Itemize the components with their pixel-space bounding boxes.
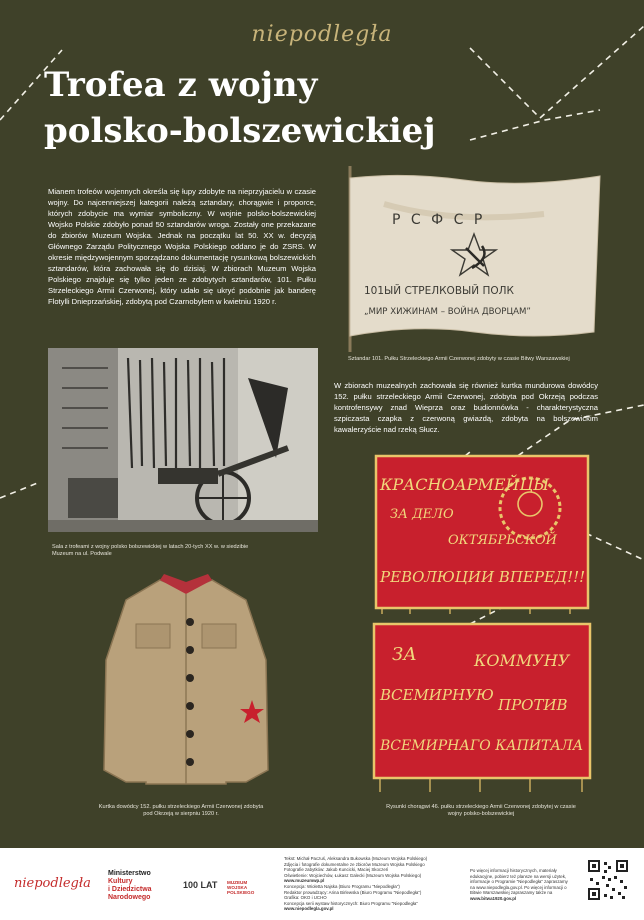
qr-code-icon[interactable] <box>586 858 630 902</box>
footer-brand-logo: niepodległa <box>14 876 91 891</box>
info-line: edukacyjne, pobierz też plansze na wersji użytek, <box>470 873 567 879</box>
ministry-line-1: Ministerstwo <box>108 870 151 877</box>
intro-paragraph: Mianem trofeów wojennych określa się łupy zdobyte na nieprzyjacielu w czasie wojny. Do najcenniejszej kategorii należą sztandary, chorągwie i proporce, których zdobycie ma wymiar symboliczny. W wojnie polsko-bolszewickiej Wojsko Polskie zdobyło ponad 50 sztandarów wroga. Zostały one przekazane do zbiorów Muzeum Wojska. Jednak na początku lat 50. XX w. decyzją Głównego Zarządu Politycznego Wojska Polskiego oddano je do ZSRS. W okresie międzywojennym sporządzano dokumentację rysunkową bolszewickich sztandarów, która zachowała się do dzisiaj. W zbiorach Muzeum Wojska Polskiego znajduje się tylko jeden ze zdobytych sztandarów, 101. Pułku Strzeleckiego Armii Czerwonej, który udało się ukryć podobnie jak banderę Flotylli Dnieprzańskiej, zdobytą pod Czarnobylem w kwietniu 1920 r. <box>48 187 316 306</box>
flag-101-motto: „МИР ХИЖИНАМ – ВОЙНА ДВОРЦАМ” <box>364 307 531 317</box>
credit-link[interactable]: www.muzeumwp.pl <box>284 878 325 884</box>
banner1-line-4: РЕВОЛЮЦИИ ВПЕРЕД!!! <box>380 568 586 586</box>
info-link[interactable]: www.bitwa1920.gov.pl <box>470 895 517 901</box>
info-line: Po więcej informacji historycznych, materiały <box>470 868 557 873</box>
museum-line-3: POLSKIEGO <box>227 890 255 896</box>
flag-101-regiment: 101ЫЙ СТРЕЛКОВЫЙ ПОЛК <box>364 285 514 297</box>
page-title <box>44 62 484 154</box>
credit-line: Zdjęcia i fotografie dokumentalne ze zbiorów Muzeum Wojska Polskiego <box>284 861 425 867</box>
flag-101-caption: Sztandar 101. Pułku Strzeleckiego Armii Czerwonej zdobyty w czasie Bitwy Warszawskiej <box>348 356 570 362</box>
credit-line: Tekst: Michał Paczuś, Aleksandra Bukowska (Muzeum Wojska Polskiego) <box>284 856 428 861</box>
credit-line: Oświetlenie: Wojciechów, Łukasz Galecki (Muzeum Wojska Polskiego) <box>284 872 422 878</box>
commander-jacket-photo <box>96 570 276 792</box>
ministry-line-2: Kultury <box>108 878 133 885</box>
trophy-hall-caption: Sala z trofeami z wojny polsko bolszewickiej w latach 20-tych XX w. w siedzibie Muzeum na ul. Podwale <box>52 544 249 558</box>
banner-caption: Rysunki chorągwi 46. pułku strzeleckiego Armii Czerwonej zdobytej w czasie wojny polsko-bolszewickiej <box>386 804 576 818</box>
jacket-caption: Kurtka dowódcy 152. pułku strzeleckiego Armii Czerwonej zdobyta pod Okrzeją w sierpniu 1920 r. <box>98 804 264 818</box>
second-paragraph: W zbiorach muzealnych zachowała się również kurtka mundurowa dowódcy 152. pułku strzeleckiego Armii Czerwonej, zdobyta pod Okrzeją podczas kontrofensywy znad Wieprza oraz budionnówka - charakterystyczna szpiczasta czapka z czerwoną gwiazdą, zdobyta na bolszewickim kawalerzyście nad rzeką Słucz. <box>334 381 598 434</box>
banner2-line-5: ВСЕМИРНАГО КАПИТАЛА <box>380 738 584 754</box>
credit-line: Fotografie zabytków: Jakub Kuncicki, Maciej Skoczeń <box>284 867 389 873</box>
credit-line: Koncepcja serii wystaw historycznych: Biuro Programu "Niepodległa" <box>284 900 418 906</box>
red-banner-46-back <box>370 620 594 796</box>
info-line: informacje o Programie "Niepodległa" zapraszamy <box>470 879 568 885</box>
footer-credits <box>284 856 454 912</box>
title-line-2: polsko-bolszewickiej <box>44 111 436 151</box>
ministry-line-3: i Dziedzictwa <box>108 886 152 893</box>
museum-line-2: WOJSKA <box>227 885 248 891</box>
flag-101-image <box>344 164 604 352</box>
ministry-line-4: Narodowego <box>108 894 151 901</box>
banner1-line-2: ЗА ДЕЛО <box>390 507 454 522</box>
credit-link[interactable]: www.niepodlegla.gov.pl <box>284 906 334 912</box>
museum-line-1: MUZEUM <box>227 880 248 885</box>
banner2-line-3: ВСЕМИРНУЮ <box>380 686 494 704</box>
centenary-logo: 100 LAT <box>183 880 218 890</box>
credit-line: Grafika: OKO i UCHO <box>284 895 327 901</box>
title-line-1: Trofea z wojny <box>44 65 318 105</box>
ministry-logo <box>108 870 152 902</box>
trophy-hall-photo <box>48 348 318 532</box>
red-banner-46-front <box>370 450 594 614</box>
brand-logo: niepodległa <box>251 22 393 47</box>
banner2-line-4: ПРОТИВ <box>498 696 568 714</box>
banner1-line-3: ОКТЯБРЬСКОЙ <box>448 533 557 548</box>
banner1-line-1: КРАСНОАРМЕЙЦЫ <box>380 475 550 494</box>
info-line: na www.niepodlegla.gov.pl. Po więcej informacji o <box>470 884 567 890</box>
credit-line: Redaktor prowadzący: Arina Birlewska (Biuro Programu "Niepodległa") <box>284 889 422 895</box>
footer-info <box>470 868 582 902</box>
info-line: Bitwie Warszawskiej zapraszamy także na <box>470 890 553 896</box>
banner2-line-1: ЗА <box>392 644 417 665</box>
banner2-line-2: КОММУНУ <box>474 651 570 670</box>
museum-logo <box>227 880 254 896</box>
flag-101-acronym: Р С Ф С Р <box>392 212 486 228</box>
credit-line: Koncepcja: Wioletta Najska (Biuro Programu "Niepodległa") <box>284 883 400 889</box>
